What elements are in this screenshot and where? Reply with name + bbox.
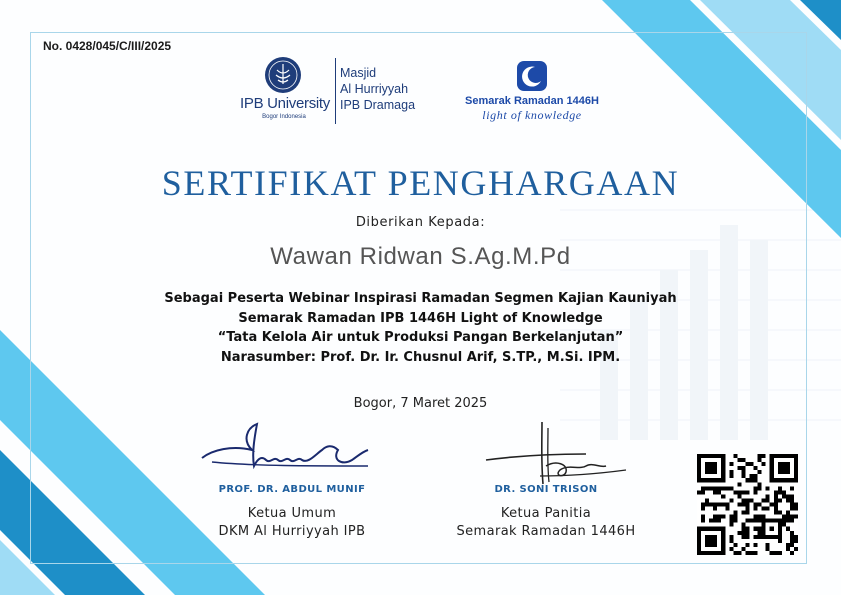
ipb-emblem-icon xyxy=(264,56,302,94)
crescent-moon-icon xyxy=(516,60,548,92)
ipb-subtitle: Bogor Indonesia xyxy=(262,114,306,120)
signatory-role-line-2: DKM Al Hurriyyah IPB xyxy=(218,524,366,539)
signatory-name: DR. SONI TRISON xyxy=(494,484,598,495)
semarak-title: Semarak Ramadan 1446H xyxy=(465,95,599,107)
description-line: “Tata Kelola Air untuk Produksi Pangan Berkelanjutan” xyxy=(217,330,624,346)
qr-code-icon[interactable] xyxy=(697,454,798,555)
masjid-logo-text xyxy=(340,65,415,113)
signatory-role-line-1: Ketua Panitia xyxy=(500,506,592,521)
signatory-name: PROF. DR. ABDUL MUNIF xyxy=(218,484,366,495)
given-to-label: Diberikan Kepada: xyxy=(355,215,486,230)
header-logos xyxy=(233,56,623,126)
signatory-role-line-2: Semarak Ramadan 1446H xyxy=(456,524,636,539)
place-date: Bogor, 7 Maret 2025 xyxy=(353,396,488,411)
semarak-ramadan-logo xyxy=(454,60,614,120)
certificate-number: No. 0428/045/C/III/2025 xyxy=(43,39,172,53)
signatory-role-line-1: Ketua Umum xyxy=(247,506,337,521)
certificate-title: SERTIFIKAT PENGHARGAAN xyxy=(161,163,680,203)
description-line: Sebagai Peserta Webinar Inspirasi Ramadan Segmen Kajian Kauniyah xyxy=(164,291,677,306)
masjid-line-1: Masjid xyxy=(340,66,377,80)
logo-divider xyxy=(335,58,336,124)
semarak-tagline: light of knowledge xyxy=(482,108,582,122)
ipb-university-logo-text: IPB University xyxy=(240,95,330,112)
signature-image xyxy=(476,420,636,490)
description-line: Narasumber: Prof. Dr. Ir. Chusnul Arif, S.TP., M.Si. IPM. xyxy=(220,349,621,365)
signatory-1 xyxy=(172,420,412,550)
recipient-name: Wawan Ridwan S.Ag.M.Pd xyxy=(270,243,571,270)
signature-image xyxy=(192,420,372,478)
certificate-description xyxy=(0,289,841,367)
signatory-2 xyxy=(426,420,666,550)
masjid-line-3: IPB Dramaga xyxy=(340,98,416,112)
description-line: Semarak Ramadan IPB 1446H Light of Knowledge xyxy=(238,310,603,326)
masjid-line-2: Al Hurriyyah xyxy=(340,82,409,96)
